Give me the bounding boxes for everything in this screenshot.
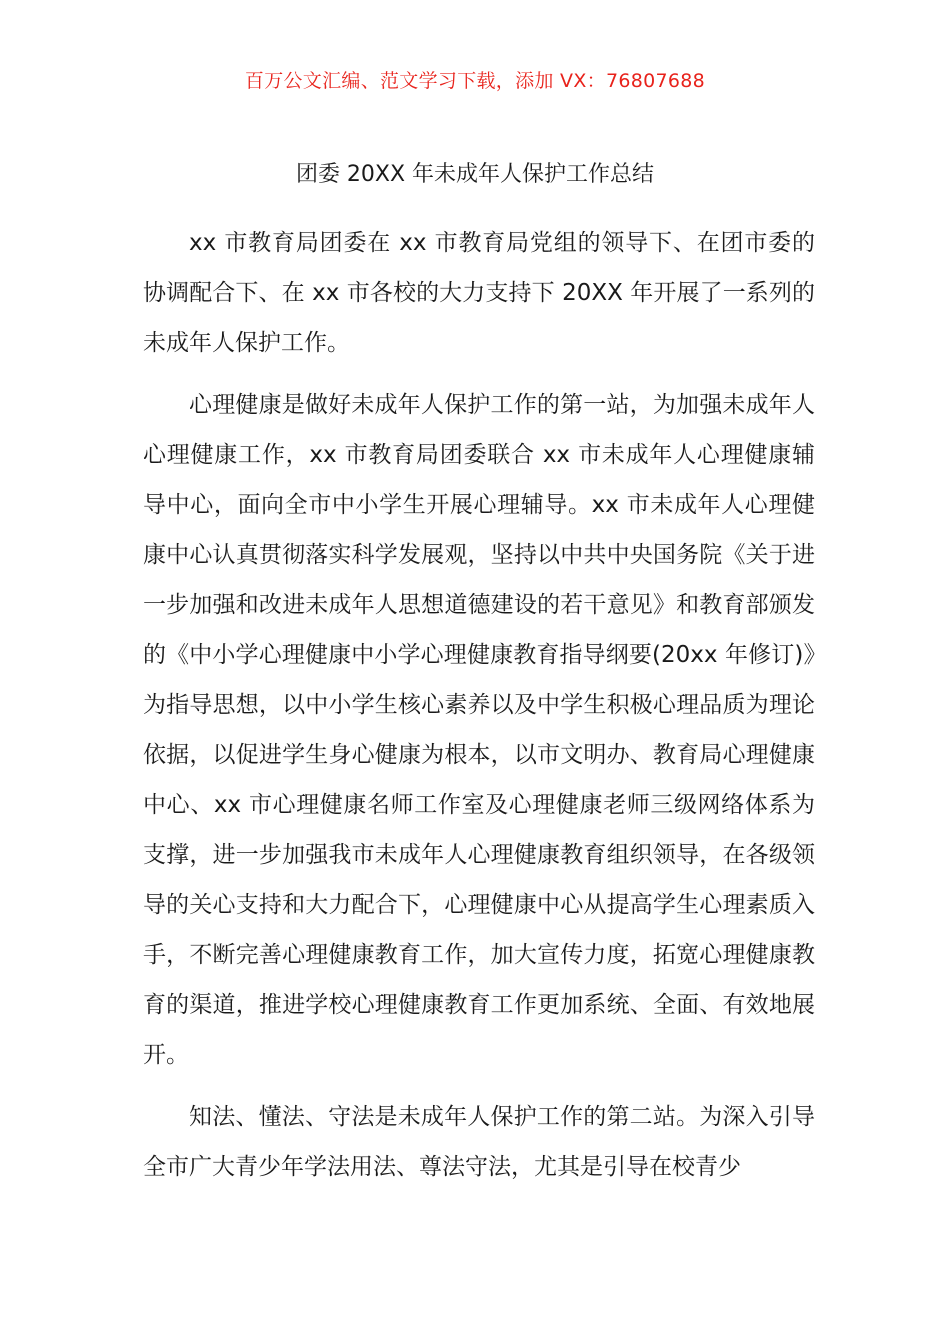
paragraph-mental-health: 心理健康是做好未成年人保护工作的第一站，为加强未成年人心理健康工作，xx 市教育局团委联合 xx 市未成年人心理健康辅导中心，面向全市中小学生开展心理辅导。xx 市未成年人心理健康中心认真贯彻落实科学发展观，坚持以中共中央国务院《关于进一步加强和改进未成年人思想道德建设的若干意见》和教育部颁发的《中小学心理健康中小学心理健康教育指导纲要(20xx 年修订)》为指导思想，以中小学生核心素养以及中学生积极心理品质为理论依据，以促进学生身心健康为根本，以市文明办、教育局心理健康中心、xx 市心理健康名师工作室及心理健康老师三级网络体系为支撑，进一步加强我市未成年人心理健康教育组织领导，在各级领导的关心支持和大力配合下，心理健康中心从提高学生心理素质入手，不断完善心理健康教育工作，加大宣传力度，拓宽心理健康教育的渠道，推进学校心理健康教育工作更加系统、全面、有效地展开。 xyxy=(143,392,815,1068)
paragraph-intro: xx 市教育局团委在 xx 市教育局党组的领导下、在团市委的协调配合下、在 xx 市各校的大力支持下 20XX 年开展了一系列的未成年人保护工作。 xyxy=(143,230,815,356)
document-body xyxy=(143,218,815,1204)
paragraph-law-education: 知法、懂法、守法是未成年人保护工作的第二站。为深入引导全市广大青少年学法用法、尊法守法，尤其是引导在校青少 xyxy=(143,1104,815,1180)
header-promo-note: 百万公文汇编、范文学习下载，添加 VX：76807688 xyxy=(244,70,706,92)
document-title: 团委 20XX 年未成年人保护工作总结 xyxy=(295,162,655,187)
